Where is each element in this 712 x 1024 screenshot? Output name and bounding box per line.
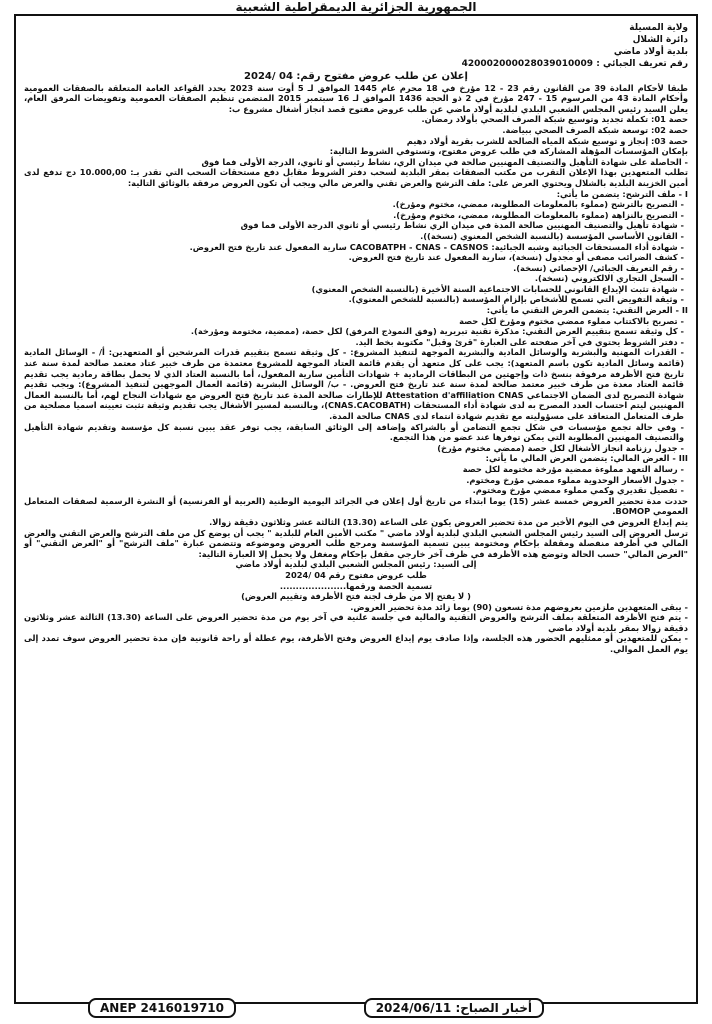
section-1-item: - شهادة تأهيل والتصنيف المهنيين صالحة المدة في ميدان الري نشاط رئيسي أو ثانوي الدرجة الأولى فما فوق [240,220,684,231]
section-1-item: - كشف الضرائب مصفى أو مجدول (نسخة)، سارية المفعول عند تاريخ فتح العروض. [348,252,684,263]
section-1-item: - رقم التعريف الجبائي/ الإحصائي (نسخة). [513,262,684,273]
daira: دائرة الشلال [632,35,688,45]
tax-id-number: 420002000028039010009 [461,59,594,69]
section-2-title: II - العرض التقني: يتضمن العرض التقني ما يأتي: [486,305,688,316]
section-3-title: III - العرض المالي: يتضمن العرض المالي ما يأتي: [485,453,688,464]
section-2-item: - وفي حالة تجمع مؤسسات في شكل تجمع التضامن أو بالشراكة وإضافة إلى الوثائق السابقة، يجب توفر عقد يبين نسبة كل مؤسسة وتقديم شهادة التأهيل والتصنيف المهنيين المطلوبة التي يمكن توفرها عند عضو من هذا التجمع. [24,421,684,443]
section-1-item: - التصريح بالنزاهة (مملوء بالمعلومات المطلوبة، ممضي، مختوم ومؤرخ). [393,209,684,220]
closing-paragraph: ترسل العروض إلى السيد رئيس المجلس الشعبي البلدي لبلدية أولاد ماضي " مكتب الأمين العام للبلدية " يجب أن يوضع كل من ملف الترشح والعرض التقني والعرض المالي في أظرفة منفصلة ومقفلة بإحكام ومختومة يبين تسمية المؤسسة ومرجع طلب العروض وموضوعه وتتضمن عبارة "ملف الترشح" أو "العرض التقني" أو "العرض المالي" حسب الحالة وتوضع هذه الأظرفة في ظرف آخر خارجي مقفل بإحكام ومغفل ولا يحمل إلا العبارة التالية: [24,527,688,559]
final-item: - يبقى المتعهدين ملزمين بعروضهم مدة تسعون (90) يوما زائد مدة تحضير العروض. [350,601,688,612]
section-1-item: - شهادة تثبت الإيداع القانوني للحسابات الاجتماعية السنة الأخيرة (بالنسبة الشخص المعنوي) [311,283,684,294]
lot-3: حصة 03: إنجاز و توسيع شبكة المياه الصالحة للشرب بقرية أولاد دهيم [406,135,688,146]
section-3-item: - رسالة التعهد مملوءة ممضية مؤرخة مختومة لكل حصة [462,463,684,474]
address-line: إلى السيد: رئيس المجلس الشعبي البلدي لبلدية أولاد ماضي [235,559,477,570]
header-block [24,22,688,70]
section-1-item: - القانون الأساسي المؤسسة (بالنسبة الشخص المعنوي (نسخة)). [420,230,684,241]
section-2-item: - القدرات المهنية والبشرية والوسائل المادية والبشرية الموجهة لتنفيذ المشروع: - كل وثيقة تسمح بتقييم قدرات المرشحين أو المتعهدين: أ/ - الوسائل المادية (قائمة وسائل المادية تكون باسم المتعهد): يجب على كل متعهد أن يقدم قائمة العتاد الموجهة للمشروع معتمدة من طرف خبير عتاد معتمد صالحة لمدة سنة عند تاريخ فتح الأظرفة مرفوقة بنسخ ذات وإجهتين من البطاقات الرمادية + شهادات التأمين سارية المفعول، أما بالنسبة العتاد الذي لا يحمل بطاقة رمادية يجب تقديم قائمة العتاد معدة من طرف خبير معتمد صالحة لمدة سنة عند تاريخ فتح العروض. - ب/ الوسائل البشرية (قائمة العمال الموجهين لتنفيذ المشروع): ويجب تقديم شهادة التصريح لدى الضمان الاجتماعي Attestation d'affiliation CNAS للإطارات صالحة المدة عند تاريخ فتح العروض مع شهادات النجاح لهم، أما بالنسبة العمال المهنيين ليتم احتساب العدد المصرح به لدى شهادة أداء المستحقات (CNAS.CACOBATH)، وبالنسبة لمسير الأشغال يجب تقديم وثيقة تثبت تعيينه اسميا مصلحية من طرف المتعامل المتعاقد على مسؤوليته مع تقديم شهادة انتماء لدى CNAS صالحة المدة. [24,347,685,421]
tax-id-label: رقم تعريف الجبائي : [596,59,688,69]
announcement-title: إعلان عن طلب عروض مفتوح رقم: 04 /2024 [244,71,468,82]
condition-line: - الحاصلة على شهادة التأهيل والتصنيف المهنيين صالحة في ميدان الري، نشاط رئيسي أو ثانوي، الدرجة الأولى فما فوق [201,156,688,167]
lot-1: حصة 01: تكملة تجديد وتوسيع شبكة الصرف الصحي بأولاد رمضان. [421,114,688,125]
section-2-item: - كل وثيقة تسمح بتقييم العرض التقني: مذكرة تقنية تبريرية (وفق النموذج المرفق) لكل حصة، (ممضية، مختومة ومؤرخة). [190,326,684,337]
section-1-item: - وثيقة التفويض التي تسمح للأشخاص بإلزام المؤسسة (بالنسبة للشخص المعنوي). [348,294,684,305]
address-line: طلب عروض مفتوح رقم 04 /2024 [285,569,427,580]
lot-2: حصة 02: توسعة شبكة الصرف الصحي ببياضة. [502,124,688,135]
wilaya: ولاية المسيلة [629,23,688,33]
address-line: ( لا يفتح إلا من طرف لجنة فتح الأظرفة وتقييم العروض) [241,591,471,602]
final-item: - يتم فتح الأظرفة المتعلقة بملف الترشح والعروض التقنية والمالية في جلسة علنية في آخر يوم من مدة تحضير العروض على الساعة (13.30) الثالثة عشر وثلاثون دقيقة زوالا بمقر بلدية أولاد ماضي [24,612,688,633]
address-line: تسمية الحصة ورقمها..................... [279,580,433,591]
intro-paragraph: طبقا لأحكام المادة 39 من القانون رقم 23 - 12 مؤرخ في 18 محرم عام 1445 الموافق لـ 5 أوت سنة 2023 يحدد القواعد العامة المتعلقة بالصفقات العمومية وأحكام المادة 43 من المرسوم 15 - 247 مؤرخ في 2 ذو الحجة 1436 الموافق لـ 16 سبتمبر 2015 المتضمن تنظيم الصفقات العمومية وتفويضات المرفق العام، يعلن السيد رئيس المجلس الشعبي البلدي لبلدية أولاد ماضي عن طلب عروض مفتوح قصد انجاز أشغال مشروع ب: [24,82,688,114]
section-3-item: - جدول الأسعار الوحدوية مملوء ممضي مؤرخ ومختوم. [466,474,684,485]
condition-line: بإمكان المؤسسات المؤهلة المشاركة في طلب عروض مفتوح، وتستوفي الشروط التالية: [329,146,688,157]
section-3-item: - تفصيل تقديري وكمي مملوء ممضي مؤرخ ومختوم. [472,485,684,496]
newspaper-date: أخبار الصباح: 2024/06/11 [364,998,544,1018]
announcement-body [16,16,696,655]
section-1-title: I - ملف الترشح: يتضمن ما يأتي: [556,188,688,199]
tax-id-line [24,58,688,70]
condition-line: تطلب المتعهدين بهذا الإعلان التقرب من مكتب الصفقات بمقر البلدية لسحب دفتر الشروط مقابل دفع مستحقات السحب التي تقدر بـ: 10.000,00 دج تدفع لدى أمين الخزينة البلدية بالشلال ويحتوي العرض على: ملف الترشح والعرض تقني والعرض مالي ويجب أن تكون العروض مرفقة بالوثائق التالية: [24,167,688,188]
section-1-item: - التصريح بالترشح (مملوء بالمعلومات المطلوبة، ممضي، مختوم ومؤرخ). [392,199,684,210]
section-1-item: - السجل التجاري الالكتروني (نسخة). [534,273,684,284]
section-2-item: - دفتر الشروط يحتوي في آخر صفحته على العبارة "قرئ وقبل" مكتوبة بخط اليد. [355,336,684,347]
republic-heading: الجمهورية الجزائرية الديمقراطية الشعبية [0,0,712,14]
commune: بلدية أولاد ماضي [613,47,688,57]
section-2-item: - تصريح بالاكتتاب مملوء ممضي مختوم ومؤرخ لكل حصة [459,315,684,326]
closing-paragraph: يتم إيداع العروض في اليوم الأخير من مدة تحضير العروض يكون على الساعة (13.30) الثالثة عشر وثلاثون دقيقة زوالا. [209,516,688,527]
section-2-item: - جدول رزنامة انجاز الأشغال لكل حصة (ممضي مختوم مؤرخ) [437,442,684,453]
final-item: - يمكن للمتعهدين أو ممثليهم الحضور هذه الجلسة، وإذا صادف يوم إيداع العروض وفتح الأظرفة، يوم عطلة أو راحة قانونية فإن مدة تحضير العروض سوف تمدد إلى يوم العمل الموالي. [24,633,688,655]
footer [20,998,692,1020]
anep-reference: ANEP 2416019710 [88,998,236,1018]
section-1-item: - شهادة أداء المستحقات الجبائية وشبه الجبائية: CACOBATPH - CNAS - CASNOS سارية المفعول عند تاريخ فتح العروض. [189,241,684,252]
document-frame [14,14,698,1004]
closing-paragraph: حددت مدة تحضير العروض خمسة عشر (15) يوما ابتداء من تاريخ أول إعلان في الجرائد اليومية الوطنية (العربية أو الفرنسية) أو النشرة الرسمية لصفقات المتعامل العمومي BOMOP. [24,495,688,517]
